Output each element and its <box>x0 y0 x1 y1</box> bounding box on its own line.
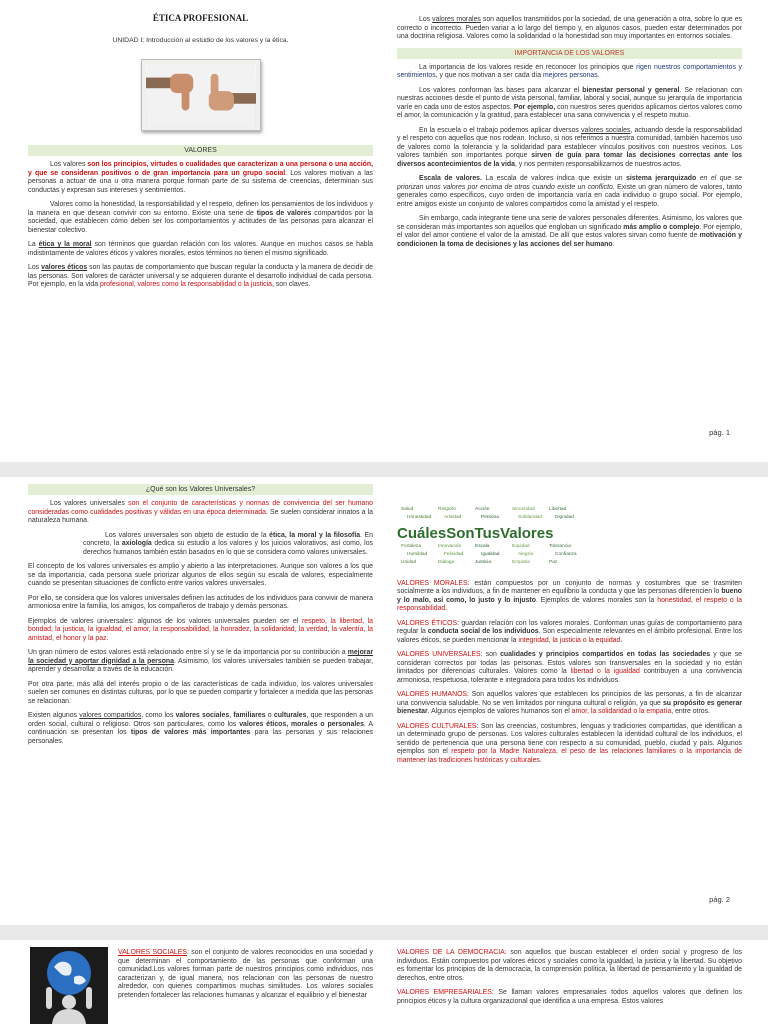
paragraph-valores-universales-tipo: VALORES UNIVERSALES: son cualidades y principios compartidos en todas las sociedades y que se consideran correctos por todas las personas. Estos valores son transversales en la sociedad y no están limitados por diferencias culturales. Valores como la libertad o la igualdad contribuyen a una convivencia armoniosa, respetuosa, tolerante e integradora para todos los individuos. <box>397 651 742 684</box>
word-cloud-word: Unidad <box>401 560 417 565</box>
paragraph-concepto: El concepto de los valores universales es amplio y abierto a las interpretaciones. Aunque son valores a los que se da importancia, cada persona suele priorizar algunos de ellos según su escala de valores, especialmente cuando se presentan situaciones de conflicto entre varios valores universales. <box>28 563 373 587</box>
page-3 <box>0 940 768 1024</box>
page-1-right-column <box>397 16 742 255</box>
word-cloud-word: Dignidad <box>555 515 574 520</box>
word-cloud-word: Fortaleza <box>401 544 421 549</box>
page-2 <box>0 477 768 925</box>
page-1-left-column <box>28 14 373 296</box>
word-cloud-word: Honestidad <box>407 515 432 520</box>
page-1 <box>0 0 768 462</box>
word-cloud-title: CuálesSonTusValores <box>397 525 554 542</box>
paragraph-actitudes: Por ello, se considera que los valores universales definen las actitudes de los individuos para convivir de manera armoniosa entre la familia, los amigos, los compañeros de trabajo y demás personas. <box>28 594 373 610</box>
paragraph-etica-filosofia: Los valores universales son objeto de estudio de la ética, la moral y la filosofía. En concreto, la axiología dedica su estudio a los valores y los juicios valorativos, así como, los derechos humanos también están basados en lo que se considera como valores universales. <box>83 531 374 556</box>
word-cloud-word: Escala <box>475 544 490 549</box>
word-cloud-word: Libertad <box>549 507 567 512</box>
paragraph-honestidad: Valores como la honestidad, la responsabilidad y el respeto, definen los pensamientos de los individuos y la manera en que desean convivir con su entorno. Existe una serie de tipos de valores compartidos por la sociedad, que establecen cómo deben ser los comportamientos y actitudes de las personas para alcanzar el bienestar colectivo. <box>28 201 374 234</box>
paragraph-bienestar: Los valores conforman las bases para alcanzar el bienestar personal y general. Se relacionan con nuestras acciones desde el punto de vista personal, familiar, laboral y social, aunque su jerarquía de importancia varíe en cada uno de estos aspectos. Por ejemplo, con nuestros seres queridos aplicamos ciertos valores como el amor, la comunicación y la gratitud, para establecer una sana convivencia y el respeto mutuo. <box>397 86 743 119</box>
paragraph-valores-culturales-tipo: VALORES CULTURALES: Son las creencias, costumbres, lenguas y tradiciones compartidas, que identifican a un determinado grupo de personas. Los valores culturales establecen la identidad cultural de los individuos, el sentido de pertenencia que una persona tiene con respecto a su comunidad, pueblo, ciudad y país. Algunos ejemplos son el respeto por la Madre Naturaleza, el peso de las relaciones familiares o la importancia de mantener las tradiciones históricas y culturales. <box>397 722 743 764</box>
paragraph-dignidad: Un gran número de estos valores está relacionado entre sí y se le da importancia por su contribución a mejorar la sociedad y aportar dignidad a la persona. Asimismo, los valores universales también se pueden trabajar, aprender y desarrollar a través de la educación. <box>28 649 374 673</box>
thumbs-up-down-image <box>146 64 256 126</box>
word-cloud-word: Acción <box>475 507 490 512</box>
valores-universales-heading: ¿Qué son los Valores Universales? <box>28 484 373 495</box>
word-cloud-word: Equidad <box>512 544 530 549</box>
page-number-1: pág. 1 <box>709 428 730 437</box>
word-cloud-word: Innovación <box>438 544 462 549</box>
paragraph-valores-sociales: En la escuela o el trabajo podemos aplicar diversos valores sociales, actuando desde la responsabilidad y el respeto con aquellos que nos rodean. Incluso, si nos referimos a nuestra comunidad, también hacemos uso de valores como la tolerancia y la solidaridad para establecer vínculos positivos con nuestros vecinos. Los valores también son importantes porque sirven de guía para tomar las decisiones correctas ante los diversos acontecimientos de la vida, y nos permiten responsabilizarnos de nuestros actos. <box>397 126 742 168</box>
valores-section-heading: VALORES <box>28 145 373 156</box>
paragraph-valores-humanos-tipo: VALORES HUMANOS: Son aquellos valores que establecen los principios de las personas, a fin de alcanzar una convivencia saludable. No se ven limitados por ninguna cultural o religión, ya que su propósito es generar bienestar. Algunos ejemplos de valores humanos son el amor, la solidaridad o la empatía, entre otros. <box>397 691 742 715</box>
word-cloud-word: Paz <box>549 560 558 565</box>
word-cloud-word: Diálogo <box>438 560 455 565</box>
paragraph-valores-democracia: VALORES DE LA DEMOCRACIA: son aquellos que buscan establecer el orden social y progreso de los individuos. Están compuestos por valores éticos y sociales como la igualdad, la justicia y la libertad. Su objetivo es fomentar los principios de la democracia, la comprensión política, la libertad de pensamiento y la igualdad de derechos, entre otros. <box>397 949 742 982</box>
page-3-left-column <box>118 949 373 1006</box>
unit-subtitle: UNIDAD I: Introducción al estudio de los valores y la ética. <box>112 36 289 44</box>
paragraph-definicion: Los valores son los principios, virtudes o cualidades que caracterizan a una persona o una acción, y que se consideran positivos o de gran importancia para un grupo social. Los valores motivan a las personas a actuar de una u otra manera porque forman parte de su sistema de creencias, determinan sus conductas y expresan sus intereses y sentimientos. <box>28 161 374 194</box>
thumbs-image-frame <box>141 59 261 131</box>
word-cloud-word: Felicidad <box>444 552 464 557</box>
paragraph-importancia: La importancia de los valores reside en reconocer los principios que rigen nuestros comportamientos y sentimientos, y que nos motivan a ser cada día mejores personas. <box>397 63 742 79</box>
globe-figure-image <box>30 947 108 1024</box>
paragraph-valores-sociales-tipo: VALORES SOCIALES: son el conjunto de valores reconocidos en una sociedad y que determinan el comportamiento de las personas que conforman una comunidad.Los valores forman parte de nuestros principios como individuos, nos caracterizan y, de igual manera, nos relacionan con las personas de nuestro alrededor, con quienes compartimos muchas similitudes. Los valores sociales pretenden fortalecer las relaciones humanas y alcanzar el equilibrio y el bienestar <box>118 949 373 999</box>
document-title: ÉTICA PROFESIONAL <box>152 13 249 23</box>
word-cloud-word: Alegría <box>518 552 534 557</box>
word-cloud-word: Tolerancia <box>549 544 571 549</box>
word-cloud-word: Empatía <box>512 560 530 565</box>
paragraph-etica-moral: La ética y la moral son términos que guardan relación con los valores. Aunque en muchos casos se habla indistintamente de valores éticos y valores morales, estos términos no tienen el mismo significado. <box>28 241 373 257</box>
word-cloud-image <box>397 504 587 566</box>
paragraph-valores-personales: Sin embargo, cada integrante tiene una serie de valores personales diferentes. Asimismo, los valores que se consideran más importantes son aquellos que engloban un significado más amplio o complejo. Por ejemplo, el valor del amor contiene el valor de la amistad. De allí que estos valores sirvan como fuente de motivación y condicionen la toma de decisiones y las acciones del ser humano. <box>397 215 743 248</box>
word-cloud-word: Humildad <box>407 552 428 557</box>
left-arm-shape <box>146 78 172 89</box>
word-cloud-word: Igualdad <box>481 552 500 557</box>
word-cloud-word: Confianza <box>555 552 577 557</box>
word-cloud-word: Persona <box>481 515 499 520</box>
paragraph-escala-valores: Escala de valores. La escala de valores indica que existe un sistema jerarquizado en el que se priorizan unos valores por encima de otros cuando existe un conflicto. Existe un gran número de valores, tanto generales como específicos, cuyo orden de importancia varía en cada individuo o grupo social. Por ejemplo, entre amigos existe un conjunto de valores compartidos como la amistad y el respeto. <box>397 175 742 208</box>
page-3-right-column <box>397 949 742 1012</box>
paragraph-valores-empresariales: VALORES EMPRESARIALES: Se llaman valores empresariales todos aquellos valores que definen los principios éticos y la cultura organizacional que identifica a una empresa. Estos valores <box>397 989 742 1005</box>
paragraph-universales-def: Los valores universales son el conjunto de características y normas de convivencia del ser humano consideradas como cualidades positivas y válidas en una época determinada. Se suelen considerar innatos a la naturaleza humana. <box>28 500 373 524</box>
page-2-right-column <box>397 499 742 771</box>
page-number-2: pág. 2 <box>709 895 730 904</box>
paragraph-ejemplos: Ejemplos de valores universales: algunos de los valores universales pueden ser el respeto, la libertad, la bondad, la justicia, la igualdad, el amor, la responsabilidad, la honradez, la solidaridad, la verdad, la valentía, la amistad, el honor y la paz. <box>28 617 373 642</box>
word-cloud-word: Justicia <box>475 560 491 565</box>
word-cloud-word: Amistad <box>444 515 462 520</box>
word-cloud-word: Respeto <box>438 507 456 512</box>
page-2-left-column <box>28 484 373 752</box>
paragraph-valores-eticos-tipo: VALORES ÉTICOS: guardan relación con los valores morales. Conforman unas guías de comportamiento para regular la conducta social de los individuos. Son especialmente relevantes en el ámbito profesional. Entre los valores éticos, se pueden mencionar la integridad, la justicia o la equidad. <box>397 619 743 644</box>
paragraph-valores-morales: Los valores morales son aquellos transmitidos por la sociedad, de una generación a otra, sobre lo que es correcto o incorrecto. Pueden variar a lo largo del tiempo y, en algunos casos, pueden estar determinados por una doctrina religiosa. Valores como la solidaridad o la honestidad son muy importantes en entornos sociales. <box>397 16 742 40</box>
word-cloud-word: Solidaridad <box>518 515 543 520</box>
word-cloud-word: Salud <box>401 507 414 512</box>
paragraph-compartidos: Existen algunos valores compartidos, como los valores sociales, familiares o culturales, que responden a un orden social, cultural o religioso. Otros son particulares, como los valores éticos, morales o personales. A continuación se presentan los tipos de valores más importantes para las personas y sus relaciones personales. <box>28 712 373 745</box>
right-arm-shape <box>230 93 256 104</box>
paragraph-valores-eticos: Los valores éticos son las pautas de comportamiento que buscan regular la conducta y la manera de decidir de las personas. Son valores de carácter universal y se adquieren durante el desarrollo individual de cada persona. Por ejemplo, en la vida profesional, valores como la responsabilidad o la justicia, son claves. <box>28 264 373 288</box>
word-cloud-word: Sinceridad <box>512 507 535 512</box>
paragraph-culturas: Por otra parte, más allá del interés propio o de las características de cada individuo, los valores universales suelen ser comunes en distintas culturas, por lo que se pueden compartir y fortalecer a medida que las personas se relacionan. <box>28 680 373 705</box>
paragraph-valores-morales-tipo: VALORES MORALES: están compuestos por un conjunto de normas y costumbres que se trasmiten socialmente a los individuos, a fin de mantener en equilibrio la conducta y que las personas diferencien lo bueno y lo malo, así como, lo justo y lo injusto. Ejemplos de valores morales son la honestidad, el respeto o la responsabilidad. <box>397 579 742 612</box>
importancia-section-heading: IMPORTANCIA DE LOS VALORES <box>397 48 742 59</box>
